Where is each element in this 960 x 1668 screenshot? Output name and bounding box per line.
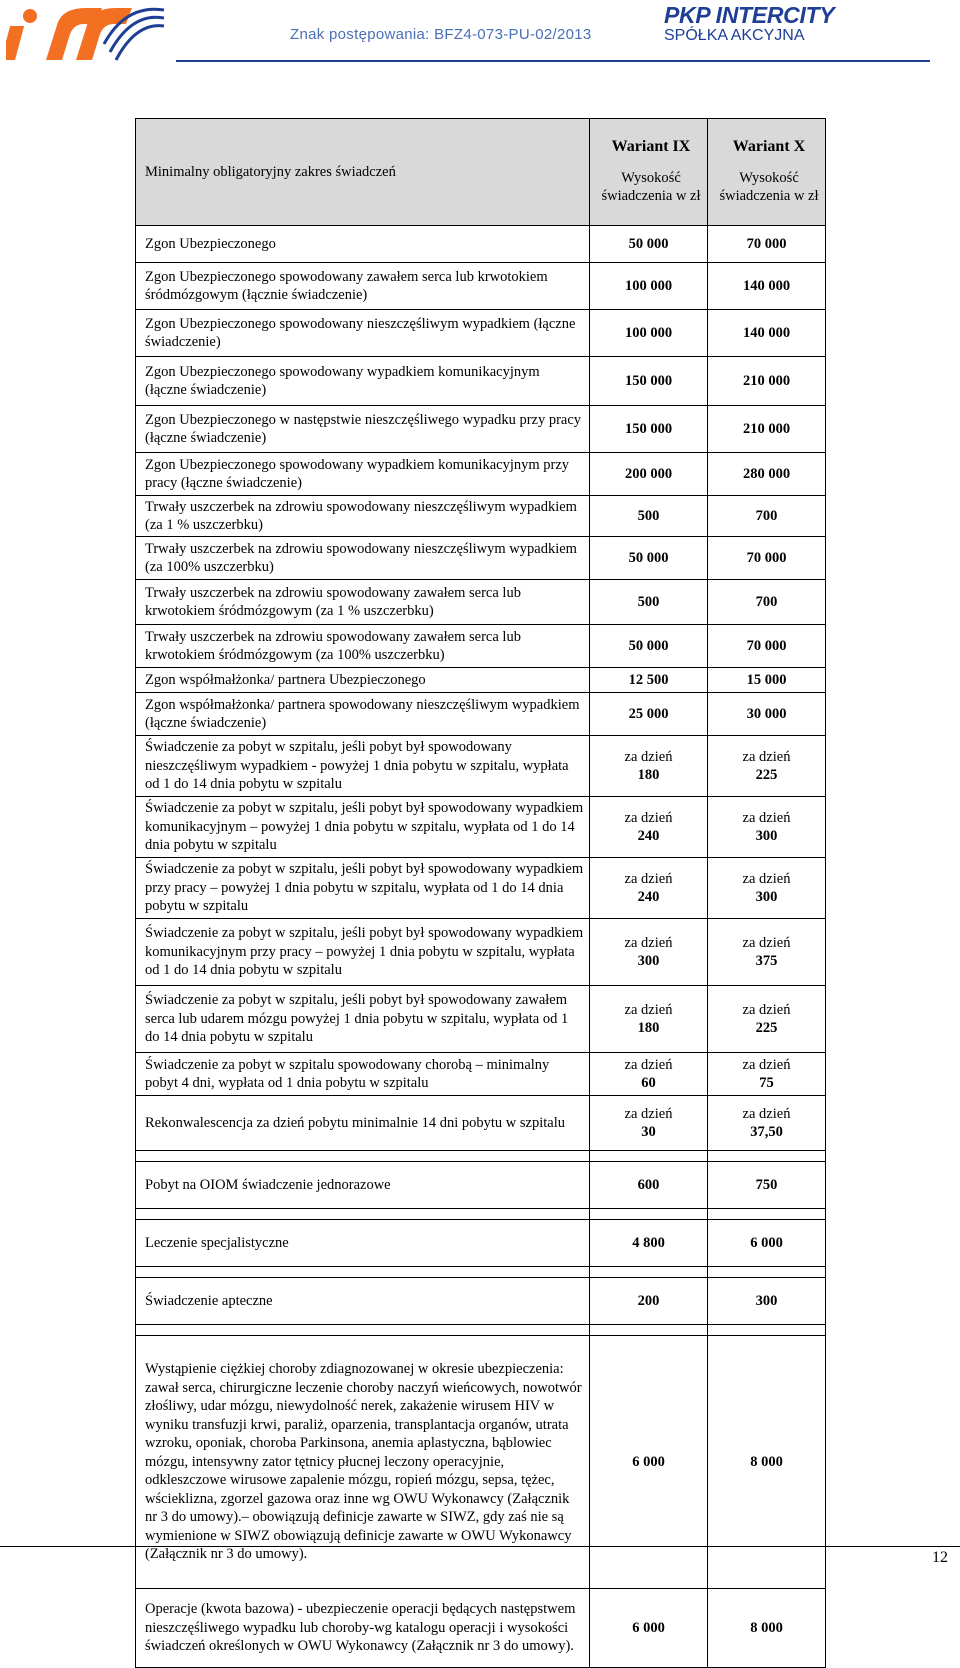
- table-row: [136, 668, 826, 693]
- row-value-variant-9: 200: [590, 1278, 708, 1325]
- row-value-variant-10: 140 000: [708, 310, 826, 357]
- row-value-variant-10: [708, 797, 826, 858]
- row-label: Zgon współmałżonka/ partnera spowodowany nieszczęśliwym wypadkiem (łączne świadczenie): [136, 693, 590, 736]
- row-value-variant-9: 6 000: [590, 1589, 708, 1668]
- row-value-variant-9: [590, 1096, 708, 1151]
- value-amount: 60: [641, 1075, 656, 1091]
- row-value-variant-10: [708, 1053, 826, 1096]
- value-amount: 180: [637, 767, 660, 783]
- row-value-variant-10: 700: [708, 580, 826, 625]
- page-number: 12: [932, 1549, 948, 1566]
- spacer-cell: [590, 1151, 708, 1162]
- value-prefix: za dzień: [624, 1105, 673, 1122]
- row-value-variant-10: [708, 986, 826, 1053]
- row-label: Trwały uszczerbek na zdrowiu spowodowany nieszczęśliwym wypadkiem (za 100% uszczerbku): [136, 537, 590, 580]
- row-value-variant-10: [708, 919, 826, 986]
- footer-rule: [0, 1546, 960, 1547]
- row-value-variant-9: [590, 919, 708, 986]
- table-row: [136, 1589, 826, 1668]
- row-value-variant-9: [590, 736, 708, 797]
- row-value-variant-10: 6 000: [708, 1220, 826, 1267]
- variant-10-name: Wariant X: [732, 138, 806, 156]
- row-spacer: [136, 1267, 826, 1278]
- table-row: [136, 357, 826, 406]
- table-row: [136, 736, 826, 797]
- variant-9-unit: Wysokość świadczenia w zł: [601, 169, 701, 205]
- row-value-variant-9: 50 000: [590, 625, 708, 668]
- row-value-variant-10: [708, 1096, 826, 1151]
- table-row: [136, 263, 826, 310]
- header-rule: [176, 60, 930, 62]
- row-label: Wystąpienie ciężkiej choroby zdiagnozowanej w okresie ubezpieczenia: zawał serca, chirurgiczne leczenie choroby naczyń wieńcowych, nowotwór złośliwy, udar mózgu, niewydolność nerek, zakażenie wirusem HIV w wyniku transfuzji krwi, paraliż, oparzenia, transplantacja organów, utrata wzroku, oponiak, choroba Parkinsona, anemia aplastyczna, bąblowiec mózgu, intensywny zator tętnicy płucnej leczony operacyjnie, odkleszczowe wirusowe zapalenie mózgu, ropień mózgu, sepsa, tężec, wścieklizna, zgorzel gazowa oraz inne wg OWU Wykonawcy (Załącznik nr 3 do umowy).– obowiązują definicje zawarte w SIWZ, gdy zaś nie są wymienione w SIWZ obowiązują definicje zawarte w OWU Wykonawcy (Załącznik nr 3 do umowy).: [136, 1336, 590, 1589]
- spacer-cell: [136, 1267, 590, 1278]
- row-spacer: [136, 1151, 826, 1162]
- row-spacer: [136, 1209, 826, 1220]
- brand-subtitle: SPÓŁKA AKCYJNA: [664, 27, 805, 44]
- spacer-cell: [708, 1267, 826, 1278]
- row-value-variant-10: [708, 736, 826, 797]
- row-label: Trwały uszczerbek na zdrowiu spowodowany zawałem serca lub krwotokiem śródmózgowym (za 100% uszczerbku): [136, 625, 590, 668]
- row-label: Zgon współmałżonka/ partnera Ubezpieczonego: [136, 668, 590, 693]
- row-value-variant-9: 100 000: [590, 263, 708, 310]
- row-value-variant-10: 210 000: [708, 406, 826, 453]
- row-label: Zgon Ubezpieczonego spowodowany wypadkiem komunikacyjnym (łączne świadczenie): [136, 357, 590, 406]
- value-prefix: za dzień: [742, 809, 791, 826]
- row-label: Świadczenie za pobyt w szpitalu, jeśli pobyt był spowodowany nieszczęśliwym wypadkiem - powyżej 1 dnia pobytu w szpitalu, wypłata od 1 do 14 dnia pobytu w szpitalu: [136, 736, 590, 797]
- row-value-variant-9: 600: [590, 1162, 708, 1209]
- row-label: Świadczenie za pobyt w szpitalu, jeśli pobyt był spowodowany zawałem serca lub udarem mózgu powyżej 1 dnia pobytu w szpitalu, wypłata od 1 do 14 dnia pobytu w szpitalu: [136, 986, 590, 1053]
- value-amount: 37,50: [750, 1124, 783, 1140]
- value-amount: 240: [637, 828, 660, 844]
- row-label: Zgon Ubezpieczonego spowodowany zawałem serca lub krwotokiem śródmózgowym (łącznie świadczenie): [136, 263, 590, 310]
- table-row: [136, 1220, 826, 1267]
- table-row: [136, 453, 826, 496]
- row-value-variant-9: 25 000: [590, 693, 708, 736]
- row-value-variant-9: 50 000: [590, 226, 708, 263]
- row-value-variant-9: 150 000: [590, 406, 708, 453]
- spacer-cell: [136, 1209, 590, 1220]
- table-row: [136, 858, 826, 919]
- row-value-variant-10: [708, 858, 826, 919]
- row-value-variant-10: 70 000: [708, 537, 826, 580]
- table-row: [136, 919, 826, 986]
- value-amount: 225: [755, 767, 778, 783]
- row-label: Rekonwalescencja za dzień pobytu minimalnie 14 dni pobytu w szpitalu: [136, 1096, 590, 1151]
- row-value-variant-9: [590, 797, 708, 858]
- value-prefix: za dzień: [742, 1001, 791, 1018]
- row-label: Zgon Ubezpieczonego spowodowany wypadkiem komunikacyjnym przy pracy (łączne świadczenie): [136, 453, 590, 496]
- table-row: [136, 693, 826, 736]
- spacer-cell: [590, 1267, 708, 1278]
- row-value-variant-9: 6 000: [590, 1336, 708, 1589]
- spacer-cell: [708, 1151, 826, 1162]
- table-row: [136, 580, 826, 625]
- value-amount: 225: [755, 1020, 778, 1036]
- table-row: [136, 1053, 826, 1096]
- table-row: [136, 986, 826, 1053]
- spacer-cell: [708, 1209, 826, 1220]
- value-amount: 75: [759, 1075, 774, 1091]
- table-row: [136, 1278, 826, 1325]
- header-label: Minimalny obligatoryjny zakres świadczeń: [136, 119, 590, 226]
- row-value-variant-9: [590, 1053, 708, 1096]
- value-prefix: za dzień: [624, 1056, 673, 1073]
- row-value-variant-10: 210 000: [708, 357, 826, 406]
- row-spacer: [136, 1325, 826, 1336]
- table-header-row: [136, 119, 826, 226]
- value-amount: 240: [637, 889, 660, 905]
- value-prefix: za dzień: [624, 934, 673, 951]
- row-value-variant-9: 200 000: [590, 453, 708, 496]
- tender-reference: Znak postępowania: BFZ4-073-PU-02/2013: [290, 26, 592, 43]
- value-amount: 300: [637, 953, 660, 969]
- value-prefix: za dzień: [624, 1001, 673, 1018]
- table-row: [136, 226, 826, 263]
- benefits-table: [135, 118, 826, 1668]
- row-value-variant-10: 70 000: [708, 226, 826, 263]
- variant-10-unit: Wysokość świadczenia w zł: [719, 169, 819, 205]
- row-label: Pobyt na OIOM świadczenie jednorazowe: [136, 1162, 590, 1209]
- spacer-cell: [136, 1325, 590, 1336]
- row-label: Świadczenie apteczne: [136, 1278, 590, 1325]
- row-label: Operacje (kwota bazowa) - ubezpieczenie operacji będących następstwem nieszczęśliwego wypadku lub choroby-wg katalogu operacji i wysokości świadczeń określonych w OWU Wykonawcy (Załącznik nr 3 do umowy).: [136, 1589, 590, 1668]
- row-label: Zgon Ubezpieczonego w następstwie nieszczęśliwego wypadku przy pracy (łączne świadczenie): [136, 406, 590, 453]
- icc-logo-icon: [6, 4, 166, 64]
- table-row: [136, 625, 826, 668]
- row-label: Leczenie specjalistyczne: [136, 1220, 590, 1267]
- page-header: [0, 0, 960, 70]
- row-value-variant-9: 500: [590, 580, 708, 625]
- table-row: [136, 1096, 826, 1151]
- value-prefix: za dzień: [742, 1105, 791, 1122]
- row-value-variant-10: 30 000: [708, 693, 826, 736]
- row-value-variant-10: 70 000: [708, 625, 826, 668]
- table-row: [136, 1162, 826, 1209]
- table-row: [136, 537, 826, 580]
- spacer-cell: [590, 1325, 708, 1336]
- row-value-variant-10: 300: [708, 1278, 826, 1325]
- row-value-variant-9: [590, 858, 708, 919]
- row-label: Zgon Ubezpieczonego spowodowany nieszczęśliwym wypadkiem (łączne świadczenie): [136, 310, 590, 357]
- row-value-variant-10: 15 000: [708, 668, 826, 693]
- spacer-cell: [590, 1209, 708, 1220]
- variant-9-name: Wariant IX: [611, 138, 691, 156]
- value-prefix: za dzień: [742, 870, 791, 887]
- row-value-variant-9: 500: [590, 496, 708, 537]
- table-row: [136, 310, 826, 357]
- value-amount: 375: [755, 953, 778, 969]
- row-value-variant-10: 8 000: [708, 1336, 826, 1589]
- header-variant-9: [590, 119, 708, 226]
- value-amount: 180: [637, 1020, 660, 1036]
- row-label: Świadczenie za pobyt w szpitalu, jeśli pobyt był spowodowany wypadkiem komunikacyjnym – powyżej 1 dnia pobytu w szpitalu, wypłata od 1 do 14 dnia pobytu w szpitalu: [136, 797, 590, 858]
- spacer-cell: [708, 1325, 826, 1336]
- value-prefix: za dzień: [742, 748, 791, 765]
- value-prefix: za dzień: [624, 809, 673, 826]
- value-amount: 300: [755, 889, 778, 905]
- row-label: Zgon Ubezpieczonego: [136, 226, 590, 263]
- row-value-variant-10: 280 000: [708, 453, 826, 496]
- row-value-variant-9: [590, 986, 708, 1053]
- row-value-variant-9: 4 800: [590, 1220, 708, 1267]
- value-prefix: za dzień: [742, 1056, 791, 1073]
- row-value-variant-9: 12 500: [590, 668, 708, 693]
- table-row: [136, 1336, 826, 1589]
- value-prefix: za dzień: [624, 870, 673, 887]
- table-row: [136, 797, 826, 858]
- brand-name: PKP INTERCITY: [664, 2, 835, 28]
- row-value-variant-9: 50 000: [590, 537, 708, 580]
- row-value-variant-9: 100 000: [590, 310, 708, 357]
- table-row: [136, 406, 826, 453]
- value-prefix: za dzień: [624, 748, 673, 765]
- row-value-variant-10: 750: [708, 1162, 826, 1209]
- header-variant-10: [708, 119, 826, 226]
- row-value-variant-10: 700: [708, 496, 826, 537]
- row-label: Świadczenie za pobyt w szpitalu, jeśli pobyt był spowodowany wypadkiem komunikacyjnym przy pracy – powyżej 1 dnia pobytu w szpitalu, wypłata od 1 do 14 dnia pobytu w szpitalu: [136, 919, 590, 986]
- value-amount: 30: [641, 1124, 656, 1140]
- row-value-variant-9: 150 000: [590, 357, 708, 406]
- value-amount: 300: [755, 828, 778, 844]
- spacer-cell: [136, 1151, 590, 1162]
- row-value-variant-10: 8 000: [708, 1589, 826, 1668]
- row-label: Świadczenie za pobyt w szpitalu spowodowany chorobą – minimalny pobyt 4 dni, wypłata od 1 dnia pobytu w szpitalu: [136, 1053, 590, 1096]
- row-label: Trwały uszczerbek na zdrowiu spowodowany zawałem serca lub krwotokiem śródmózgowym (za 1 % uszczerbku): [136, 580, 590, 625]
- table-row: [136, 496, 826, 537]
- row-value-variant-10: 140 000: [708, 263, 826, 310]
- value-prefix: za dzień: [742, 934, 791, 951]
- row-label: Świadczenie za pobyt w szpitalu, jeśli pobyt był spowodowany wypadkiem przy pracy – powyżej 1 dnia pobytu w szpitalu, wypłata od 1 do 14 dnia pobytu w szpitalu: [136, 858, 590, 919]
- row-label: Trwały uszczerbek na zdrowiu spowodowany nieszczęśliwym wypadkiem (za 1 % uszczerbku): [136, 496, 590, 537]
